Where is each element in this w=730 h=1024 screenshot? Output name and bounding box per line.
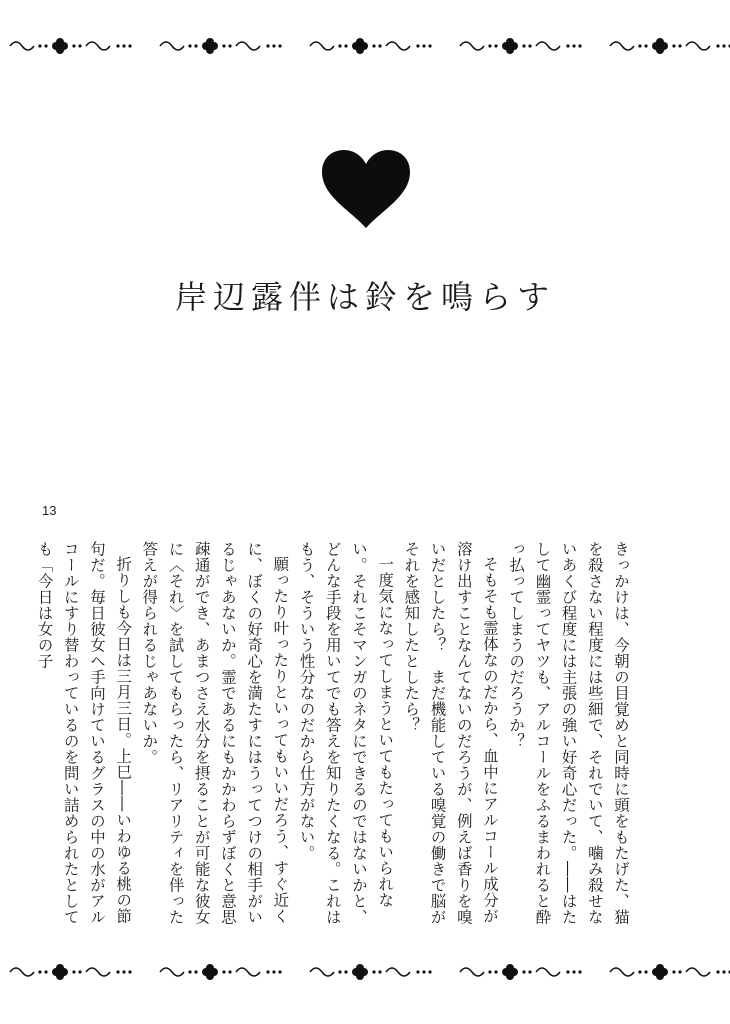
paragraph: 一度気になってしまうといてもたってもいられない。それこそマンガのネタにできるのではないかと、どんな手段を用いてでも答えを知りたくなる。これはもう、そういう性分なのだから仕方がない。 [297, 541, 395, 925]
page-number: 13 [42, 503, 57, 518]
bottom-ornamental-border [0, 960, 730, 984]
paragraph: そもそも霊体なのだから、血中にアルコール成分が溶け出すことなんてないのだろうが、例えば香りを嗅いだとしたら？ まだ機能している嗅覚の働きで脳がそれを感知したとしたら？ [402, 541, 499, 925]
story-title: 岸辺露伴は鈴を鳴らす [174, 278, 555, 316]
paragraph: 折りしも今日は三月三日。上巳――いわゆる桃の節句だ。毎日彼女へ手向けているグラスの中の水がアルコールにすり替わっているのを問い詰められたとしても「今日は女の子 [35, 541, 133, 925]
top-ornamental-border [0, 34, 730, 58]
paragraph: 願ったり叶ったりといってもいいだろう、すぐ近くに、ぼくの好奇心を満たすにはうってつけの相手がいるじゃあないか。霊であるにもかかわらずぼくと意思疎通ができ、あまつさえ水分を摂ることが可能な彼女に〈それ〉を試してもらったら、リアリティを伴った答えが得られるじゃあないか。 [140, 541, 290, 925]
paragraph: きっかけは、今朝の目覚めと同時に頭をもたげた、猫を殺さない程度には些細で、それでいて、噛み殺せないあくび程度には主張の強い好奇心だった。――はたして幽霊ってヤツも、アルコールをふるまわれると酔っ払ってしまうのだろうか？ [507, 541, 630, 925]
body-text [35, 541, 634, 933]
heart-icon [320, 148, 412, 230]
